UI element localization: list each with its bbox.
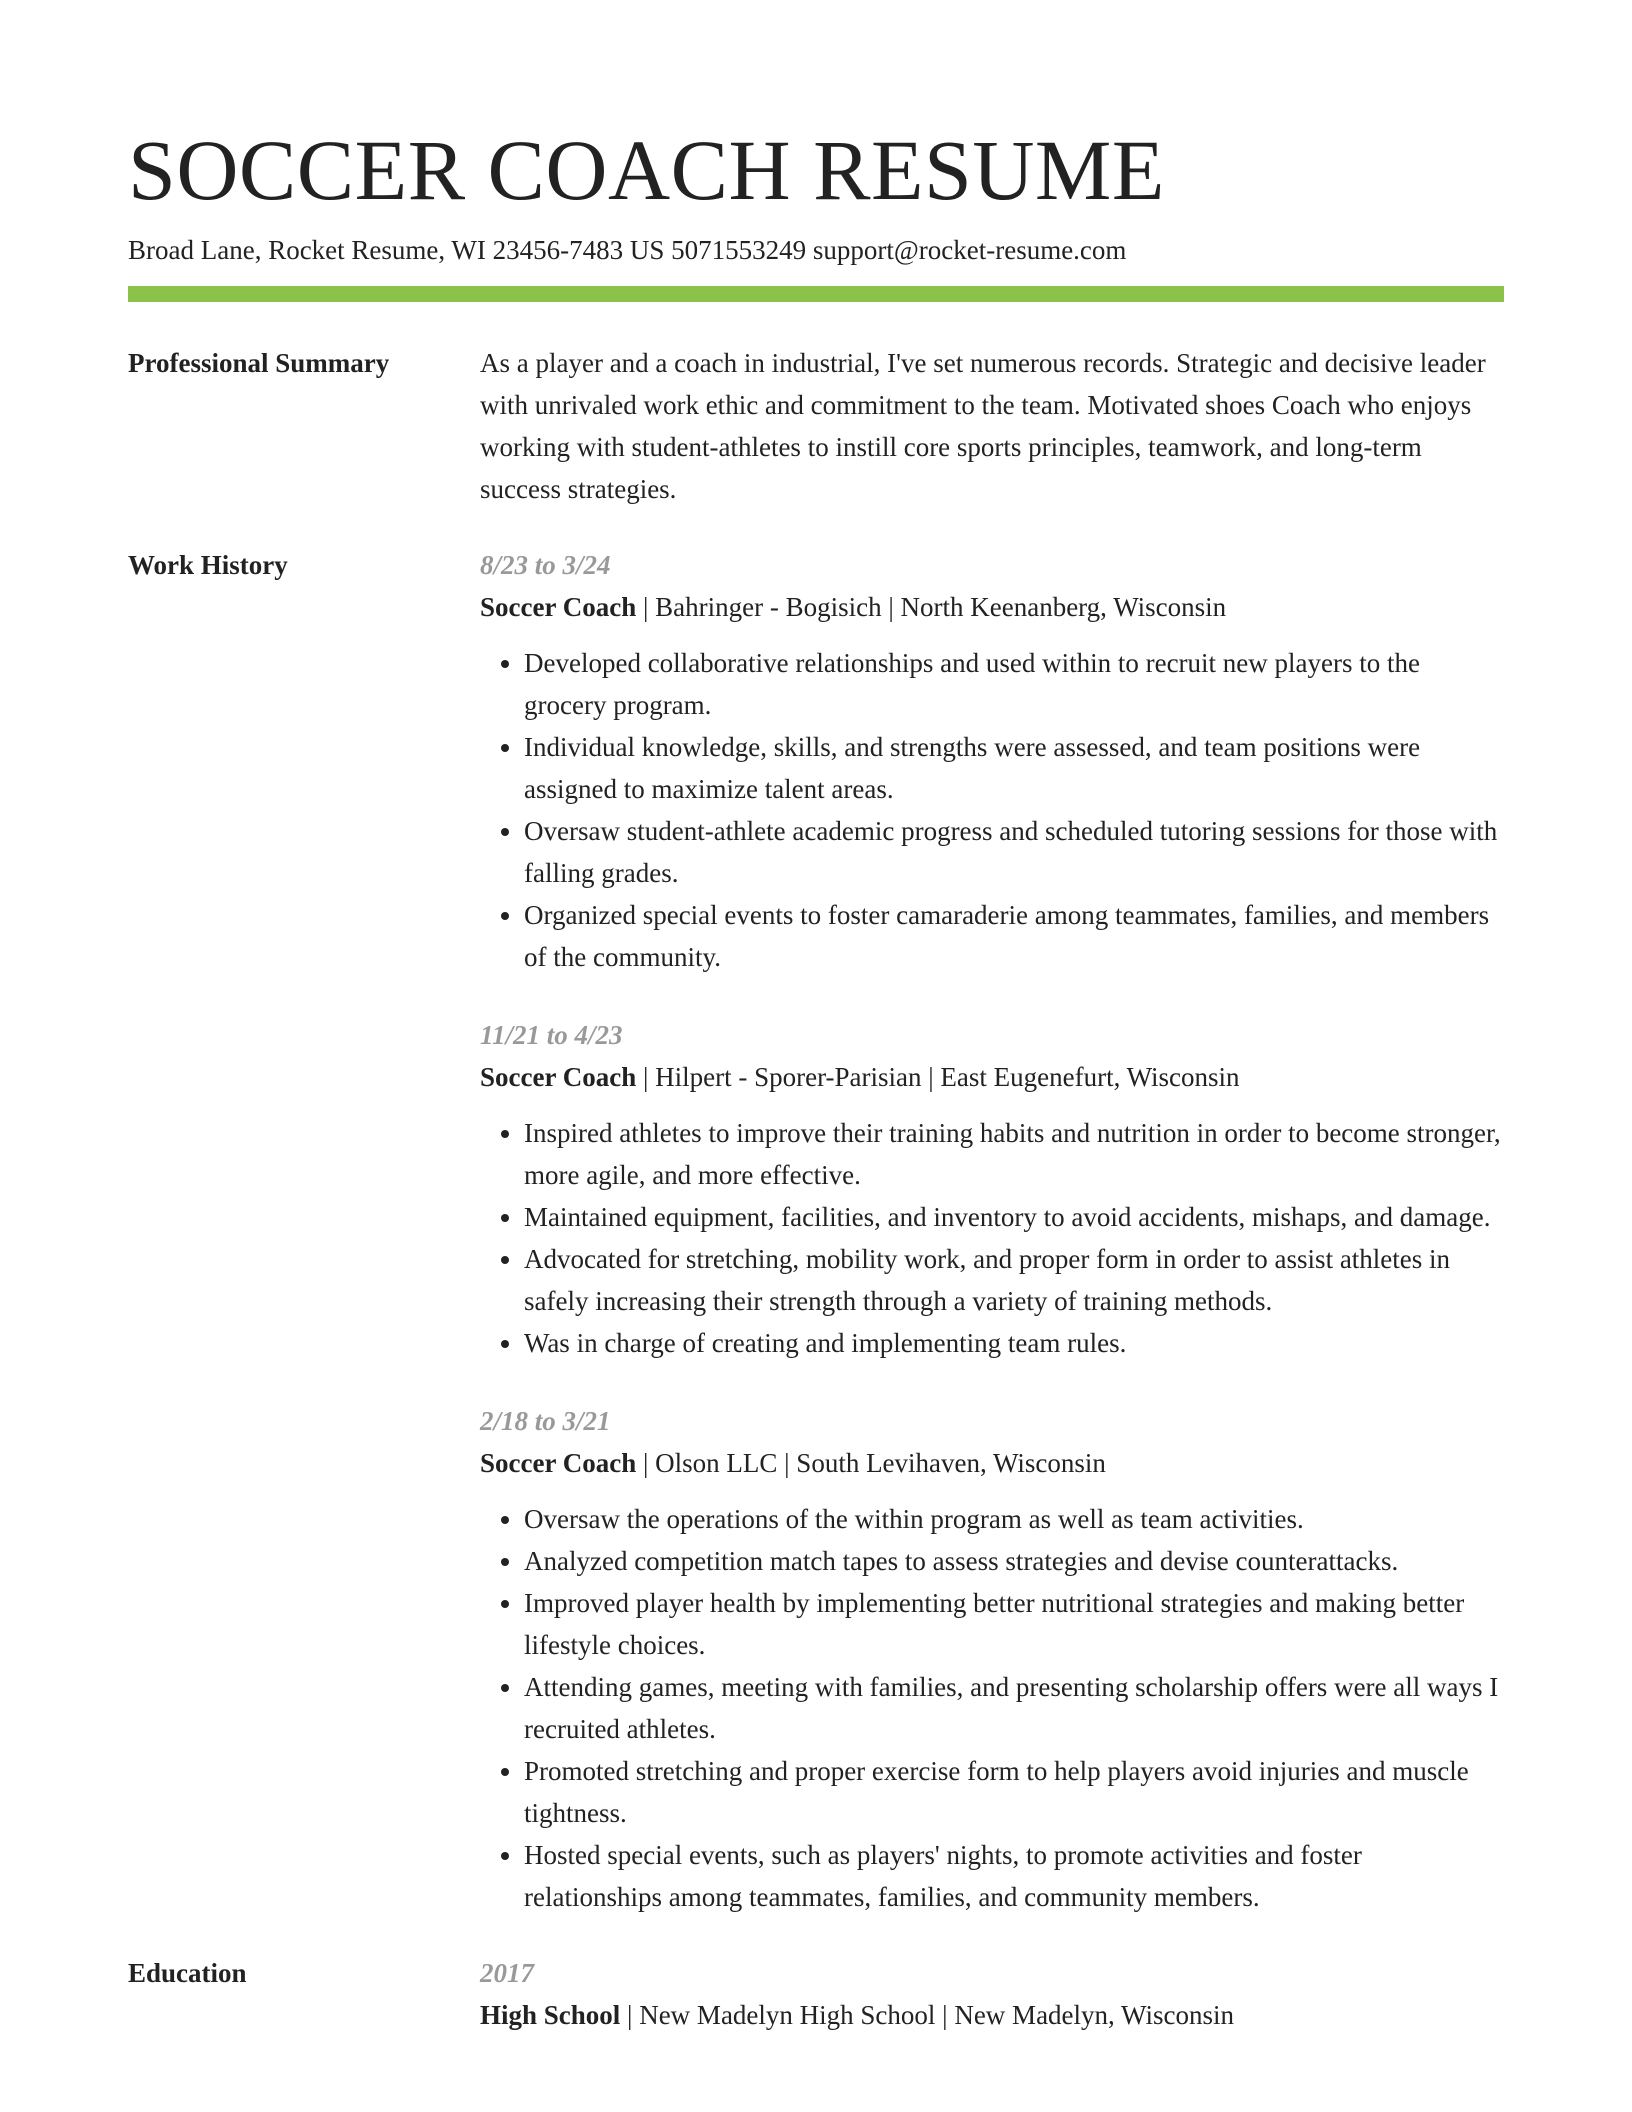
list-item: • Improved player health by implementing better nutritional strategies and making better lifestyle choices. [524, 1582, 1504, 1666]
summary-body [480, 342, 1504, 510]
section-label-education: Education [128, 1958, 247, 1988]
list-item: • Individual knowledge, skills, and strengths were assessed, and team positions were assigned to maximize talent areas. [524, 726, 1504, 810]
header-divider [128, 286, 1504, 302]
job-company: Hilpert - Sporer-Parisian [655, 1062, 922, 1092]
list-item: • Attending games, meeting with families, and presenting scholarship offers were all ways I recruited athletes. [524, 1666, 1504, 1750]
job-bullets [480, 1112, 1504, 1364]
list-item: • Was in charge of creating and implementing team rules. [524, 1322, 1504, 1364]
job-entry [480, 1014, 1504, 1364]
list-item: • Inspired athletes to improve their training habits and nutrition in order to become stronger, more agile, and more effective. [524, 1112, 1504, 1196]
job-dates: 8/23 to 3/24 [480, 550, 611, 580]
list-item: • Advocated for stretching, mobility work, and proper form in order to assist athletes in safely increasing their strength through a variety of training methods. [524, 1238, 1504, 1322]
education-school: New Madelyn High School [639, 2000, 936, 2030]
resume-title: SOCCER COACH RESUME [128, 122, 1165, 218]
separator: | [636, 1062, 656, 1092]
list-item: • Developed collaborative relationships and used within to recruit new players to the grocery program. [524, 642, 1504, 726]
education-body [480, 1952, 1504, 2036]
list-item: • Oversaw the operations of the within program as well as team activities. [524, 1498, 1504, 1540]
separator: | [636, 592, 656, 622]
education-section [128, 1952, 1504, 2036]
job-location: North Keenanberg, Wisconsin [900, 592, 1227, 622]
job-dates: 2/18 to 3/21 [480, 1406, 611, 1436]
section-label-work-history: Work History [128, 550, 288, 580]
list-item: • Oversaw student-athlete academic progress and scheduled tutoring sessions for those with falling grades. [524, 810, 1504, 894]
summary-section [128, 342, 1504, 510]
job-company: Bahringer - Bogisich [655, 592, 882, 622]
job-entry [480, 1400, 1504, 1918]
resume-page [128, 120, 1504, 2036]
work-history-body [480, 544, 1504, 1918]
contact-info: Broad Lane, Rocket Resume, WI 23456-7483 US 5071553249 support@rocket-resume.com [128, 235, 1127, 265]
job-heading [480, 1442, 1504, 1484]
job-heading [480, 586, 1504, 628]
list-item: • Hosted special events, such as players' nights, to promote activities and foster relationships among teammates, families, and community members. [524, 1834, 1504, 1918]
list-item: • Organized special events to foster camaraderie among teammates, families, and members of the community. [524, 894, 1504, 978]
education-degree: High School [480, 2000, 621, 2030]
job-entry [480, 544, 1504, 978]
separator: | [881, 592, 901, 622]
work-history-section [128, 544, 1504, 1918]
job-title: Soccer Coach [480, 1062, 637, 1092]
list-item: • Analyzed competition match tapes to assess strategies and devise counterattacks. [524, 1540, 1504, 1582]
separator: | [620, 2000, 640, 2030]
list-item: • Promoted stretching and proper exercise form to help players avoid injuries and muscle tightness. [524, 1750, 1504, 1834]
education-location: New Madelyn, Wisconsin [954, 2000, 1234, 2030]
job-title: Soccer Coach [480, 1448, 637, 1478]
job-dates: 11/21 to 4/23 [480, 1020, 623, 1050]
separator: | [935, 2000, 955, 2030]
job-bullets [480, 642, 1504, 978]
section-label-summary: Professional Summary [128, 348, 390, 378]
job-heading [480, 1056, 1504, 1098]
job-location: East Eugenefurt, Wisconsin [940, 1062, 1240, 1092]
job-title: Soccer Coach [480, 592, 637, 622]
education-dates: 2017 [480, 1958, 534, 1988]
separator: | [777, 1448, 797, 1478]
job-location: South Levihaven, Wisconsin [796, 1448, 1106, 1478]
job-bullets [480, 1498, 1504, 1918]
separator: | [921, 1062, 941, 1092]
list-item: • Maintained equipment, facilities, and inventory to avoid accidents, mishaps, and damage. [524, 1196, 1504, 1238]
job-company: Olson LLC [655, 1448, 778, 1478]
separator: | [636, 1448, 656, 1478]
summary-text: As a player and a coach in industrial, I've set numerous records. Strategic and decisive leader with unrivaled work ethic and commitment to the team. Motivated shoes Coach who enjoys working with student-athletes to instill core sports principles, teamwork, and long-term success strategies. [480, 348, 1486, 504]
education-entry [480, 1952, 1504, 2036]
education-heading [480, 1994, 1504, 2036]
